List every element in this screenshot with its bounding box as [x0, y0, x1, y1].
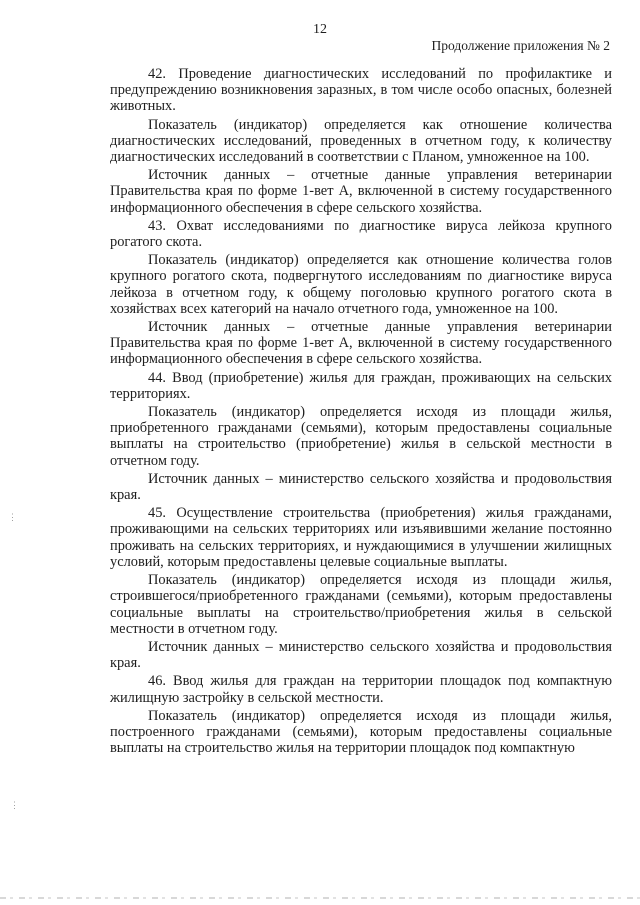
paragraph-42-indicator: Показатель (индикатор) определяется как отношение количества диагностических исследований, проведенных в отчетном году, к количеству диагностических исследований в соответствии с Планом, умноженное на 100.: [110, 116, 612, 166]
paragraph-45-source: Источник данных – министерство сельского хозяйства и продовольствия края.: [110, 638, 612, 672]
paragraph-44-title: 44. Ввод (приобретение) жилья для граждан, проживающих на сельских территориях.: [110, 369, 612, 402]
paragraph-45-indicator: Показатель (индикатор) определяется исходя из площади жилья, строившегося/приобретенного гражданами (семьями), которым предоставлены социальные выплаты на строительство/приобретения жилья в сельской местности в отчетном году.: [110, 572, 612, 637]
scan-margin-mark: ⋮: [10, 800, 19, 810]
paragraph-43-indicator: Показатель (индикатор) определяется как отношение количества голов крупного рогатого скота, подвергнутого исследованиям по диагностике вируса лейкоза в отчетном году, к общему поголовью крупного рогатого скота в хозяйствах всех категорий на начало отчетного года, умноженное на 100.: [110, 252, 612, 317]
scan-margin-mark: ⋮: [8, 512, 17, 522]
paragraph-44-source: Источник данных – министерство сельского хозяйства и продовольствия края.: [110, 470, 612, 504]
paragraph-42-title: 42. Проведение диагностических исследований по профилактике и предупреждению возникновения заразных, в том числе особо опасных, болезней животных.: [110, 66, 612, 115]
paragraph-46-indicator: Показатель (индикатор) определяется исходя из площади жилья, построенного гражданами (семьями), которым предоставлены социальные выплаты на строительство жилья на территории площадок под компактную: [110, 707, 612, 757]
document-body: [110, 66, 612, 758]
paragraph-46-title: 46. Ввод жилья для граждан на территории площадок под компактную жилищную застройку в сельской местности.: [110, 673, 612, 706]
paragraph-43-title: 43. Охват исследованиями по диагностике вируса лейкоза крупного рогатого скота.: [110, 217, 612, 251]
appendix-header: Продолжение приложения № 2: [431, 38, 610, 53]
paragraph-43-source: Источник данных – отчетные данные управления ветеринарии Правительства края по форме 1-вет А, включенной в систему государственного информационного обеспечения в сфере сельского хозяйства.: [110, 319, 612, 368]
paragraph-42-source: Источник данных – отчетные данные управления ветеринарии Правительства края по форме 1-вет А, включенной в систему государственного информационного обеспечения в сфере сельского хозяйства.: [110, 167, 612, 216]
paragraph-45-title: 45. Осуществление строительства (приобретения) жилья гражданами, проживающими на сельских территориях или изъявившими желание постоянно проживать на сельских территориях, и нуждающимися в улучшении жилищных условий, которым предоставлены целевые социальные выплаты.: [110, 505, 612, 570]
page-number: 12: [313, 22, 327, 37]
paragraph-44-indicator: Показатель (индикатор) определяется исходя из площади жилья, приобретенного гражданами (семьями), которым предоставлены социальные выплаты на строительство (приобретение) жилья в сельской местности в отчетном году.: [110, 404, 612, 469]
scan-bottom-edge: [0, 897, 640, 899]
